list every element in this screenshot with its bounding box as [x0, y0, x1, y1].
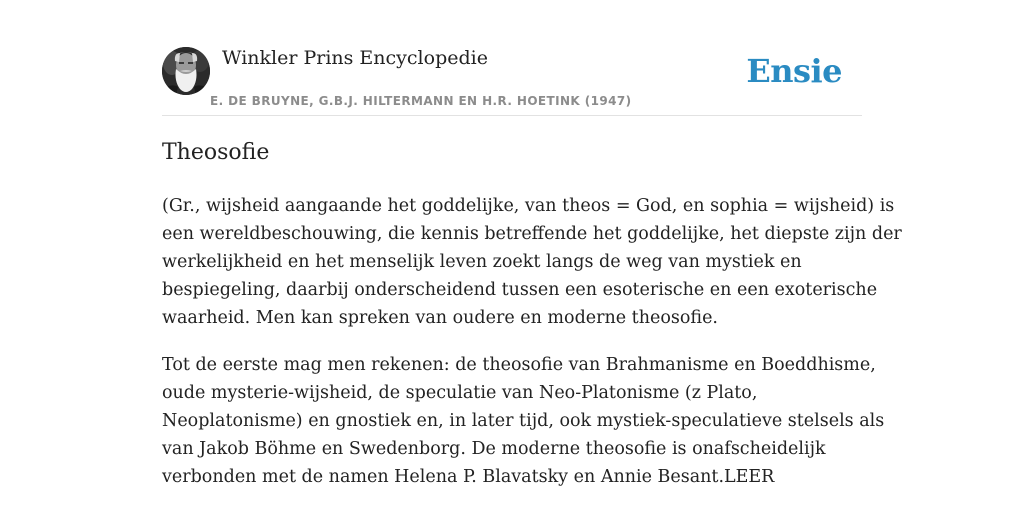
paragraph-line: oude mysterie-wijsheid, de speculatie van Neo-Platonisme (z Plato,	[162, 383, 758, 403]
source-title[interactable]: Winkler Prins Encyclopedie	[222, 47, 488, 69]
paragraph-line: van Jakob Böhme en Swedenborg. De moderne theosofie is onafscheidelijk	[162, 439, 826, 459]
paragraph-line: (Gr., wijsheid aangaande het goddelijke, van theos = God, en sophia = wijsheid) is	[162, 196, 895, 216]
authors-line: E. DE BRUYNE, G.B.J. HILTERMANN EN H.R. HOETINK (1947)	[210, 94, 632, 108]
paragraph-line: Neoplatonisme) en gnostiek en, in later tijd, ook mystiek-speculatieve stelsels als	[162, 411, 885, 431]
paragraph-line: waarheid. Men kan spreken van oudere en moderne theosofie.	[162, 308, 718, 328]
paragraph-line: werkelijkheid en het menselijk leven zoekt langs de weg van mystiek en	[162, 252, 802, 272]
paragraph-line: verbonden met de namen Helena P. Blavatsky en Annie Besant.LEER	[162, 467, 775, 487]
source-header	[162, 44, 862, 116]
page-container	[162, 0, 902, 512]
paragraph-line: bespiegeling, daarbij onderscheidend tussen een esoterische en een exoterische	[162, 280, 878, 300]
article-paragraph-1	[162, 192, 902, 332]
paragraph-line: een wereldbeschouwing, die kennis betreffende het goddelijke, het diepste zijn der	[162, 224, 902, 244]
bearded-man-portrait-icon	[162, 47, 210, 95]
paragraph-line: Tot de eerste mag men rekenen: de theosofie van Brahmanisme en Boeddhisme,	[162, 355, 876, 375]
ensie-logo[interactable]: Ensie	[746, 52, 842, 90]
article-title: Theosofie	[162, 140, 270, 165]
article-paragraph-2	[162, 351, 885, 491]
